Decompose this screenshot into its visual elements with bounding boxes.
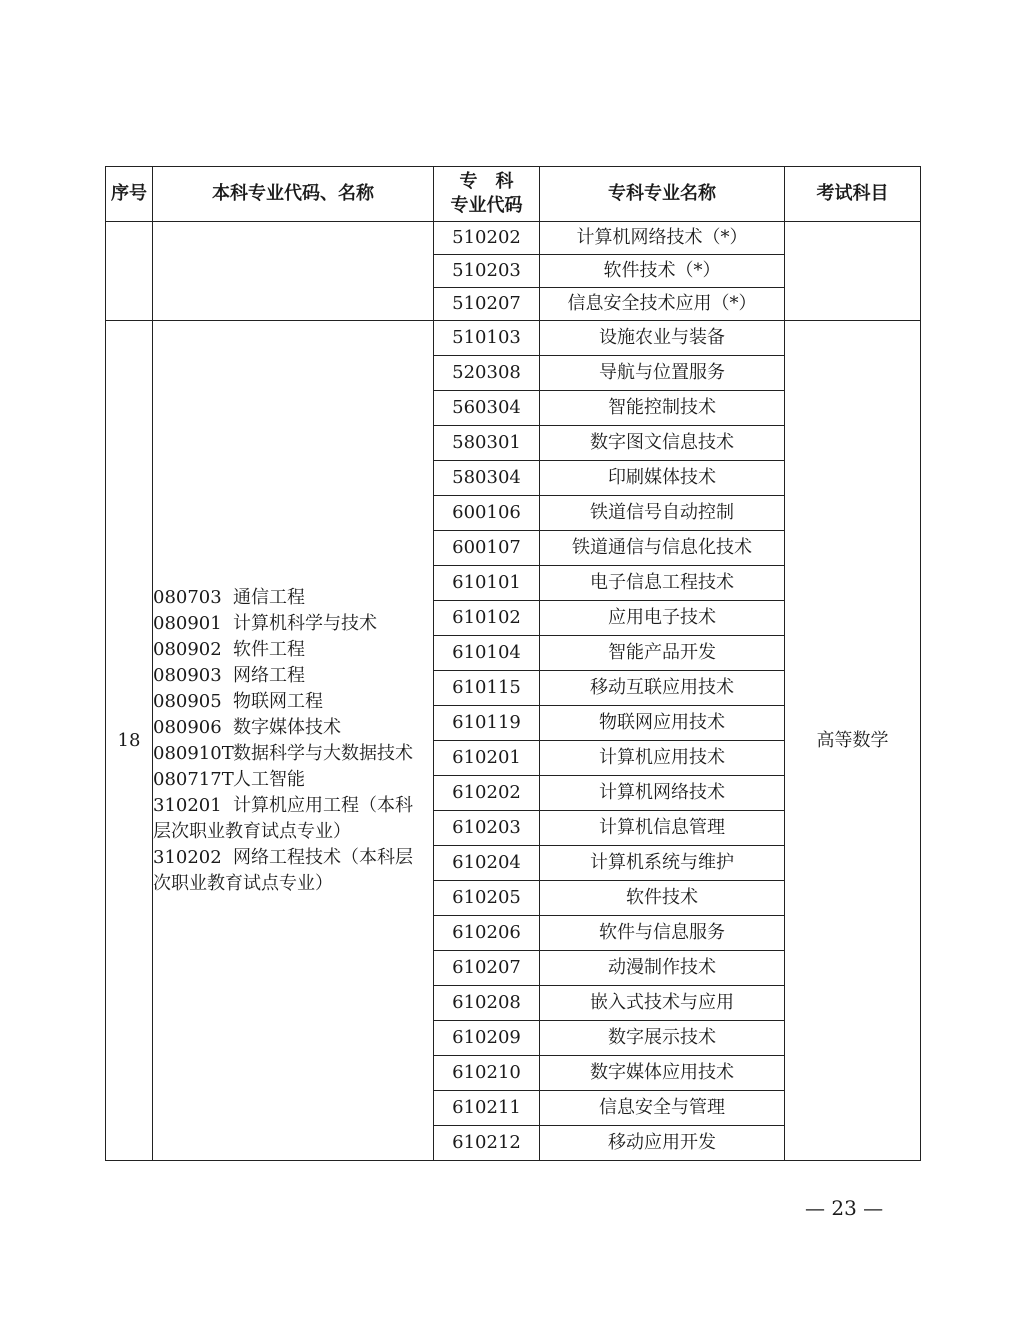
code-cell: 610212 [434,1126,540,1161]
name-cell: 铁道信号自动控制 [540,496,785,531]
code-cell: 520308 [434,356,540,391]
code-cell: 600106 [434,496,540,531]
name-cell: 计算机系统与维护 [540,846,785,881]
name-cell: 计算机信息管理 [540,811,785,846]
name-cell: 移动应用开发 [540,1126,785,1161]
header-code [434,167,540,222]
bachelor-major-name: 软件工程 [233,638,305,660]
name-cell: 软件与信息服务 [540,916,785,951]
table-body [106,222,921,1161]
seq-cell: 18 [106,321,153,1161]
code-cell: 580304 [434,461,540,496]
exam-cell-empty [785,222,921,321]
name-cell: 导航与位置服务 [540,356,785,391]
name-cell: 信息安全与管理 [540,1091,785,1126]
seq-cell-empty [106,222,153,321]
bachelor-major [153,637,433,663]
code-cell: 610119 [434,706,540,741]
exam-cell: 高等数学 [785,321,921,1161]
code-cell: 610101 [434,566,540,601]
bachelor-major-name: 数据科学与大数据技术 [233,742,413,764]
header-exam: 考试科目 [785,167,921,222]
header-bachelor: 本科专业代码、名称 [153,167,434,222]
bachelor-major-code: 080903 [153,664,222,686]
header-row [106,167,921,222]
code-cell: 510207 [434,288,540,321]
name-cell: 移动互联应用技术 [540,671,785,706]
name-cell: 数字媒体应用技术 [540,1056,785,1091]
code-cell: 580301 [434,426,540,461]
majors-table [105,166,921,1161]
bachelor-major-code: 310201 [153,794,222,816]
table-row [106,222,921,255]
bachelor-major-name-continued: 层次职业教育试点专业） [153,820,351,842]
header-name: 专科专业名称 [540,167,785,222]
code-cell: 610202 [434,776,540,811]
code-cell: 610208 [434,986,540,1021]
bachelor-major-name: 计算机应用工程（本科 [233,794,413,816]
name-cell: 智能产品开发 [540,636,785,671]
bachelor-major [153,845,433,871]
code-cell: 610102 [434,601,540,636]
code-cell: 610207 [434,951,540,986]
bachelor-major-code: 080703 [153,586,222,608]
page-number: — 23 — [805,1196,884,1220]
name-cell: 计算机网络技术（*） [540,222,785,255]
code-cell: 610205 [434,881,540,916]
code-cell: 510103 [434,321,540,356]
name-cell: 铁道通信与信息化技术 [540,531,785,566]
code-cell: 600107 [434,531,540,566]
code-cell: 560304 [434,391,540,426]
name-cell: 动漫制作技术 [540,951,785,986]
code-cell: 510203 [434,255,540,288]
bachelor-major-code: 080717T [153,768,234,790]
name-cell: 计算机网络技术 [540,776,785,811]
code-cell: 610204 [434,846,540,881]
bachelor-major-code: 310202 [153,846,222,868]
name-cell: 电子信息工程技术 [540,566,785,601]
code-cell: 610201 [434,741,540,776]
name-cell: 设施农业与装备 [540,321,785,356]
name-cell: 软件技术（*） [540,255,785,288]
bachelor-major [153,585,433,611]
bachelor-major-code: 080902 [153,638,222,660]
header-code-line2: 专业代码 [450,195,523,216]
name-cell: 印刷媒体技术 [540,461,785,496]
name-cell: 数字展示技术 [540,1021,785,1056]
code-cell: 610211 [434,1091,540,1126]
code-cell: 610209 [434,1021,540,1056]
bachelor-major-name: 通信工程 [233,586,305,608]
code-cell: 610115 [434,671,540,706]
bachelor-major-name: 数字媒体技术 [233,716,341,738]
bachelor-major [153,767,433,793]
table-row [106,321,921,356]
name-cell: 信息安全技术应用（*） [540,288,785,321]
name-cell: 智能控制技术 [540,391,785,426]
bachelor-major-code: 080905 [153,690,222,712]
bachelor-major-name: 网络工程 [233,664,305,686]
bachelor-major-name: 网络工程技术（本科层 [233,846,413,868]
name-cell: 计算机应用技术 [540,741,785,776]
name-cell: 物联网应用技术 [540,706,785,741]
bachelor-major [153,715,433,741]
bachelor-major-code: 080910T [153,742,234,764]
name-cell: 嵌入式技术与应用 [540,986,785,1021]
code-cell: 610206 [434,916,540,951]
bachelor-major-name: 人工智能 [233,768,305,790]
bachelor-major-code: 080906 [153,716,222,738]
bachelor-major-name-continued: 次职业教育试点专业） [153,872,333,894]
name-cell: 应用电子技术 [540,601,785,636]
bachelor-major [153,741,433,767]
bachelor-major-name: 计算机科学与技术 [233,612,377,634]
header-seq: 序号 [106,167,153,222]
bachelor-major [153,663,433,689]
bachelor-major-name: 物联网工程 [233,690,323,712]
code-cell: 610203 [434,811,540,846]
bachelor-major [153,611,433,637]
code-cell: 610210 [434,1056,540,1091]
bachelor-major [153,689,433,715]
bachelor-cell-empty [153,222,434,321]
name-cell: 软件技术 [540,881,785,916]
bachelor-major [153,793,433,819]
name-cell: 数字图文信息技术 [540,426,785,461]
code-cell: 510202 [434,222,540,255]
code-cell: 610104 [434,636,540,671]
bachelor-major-code: 080901 [153,612,222,634]
bachelor-majors-cell [153,321,434,1161]
header-code-line1: 专 科 [459,171,514,192]
